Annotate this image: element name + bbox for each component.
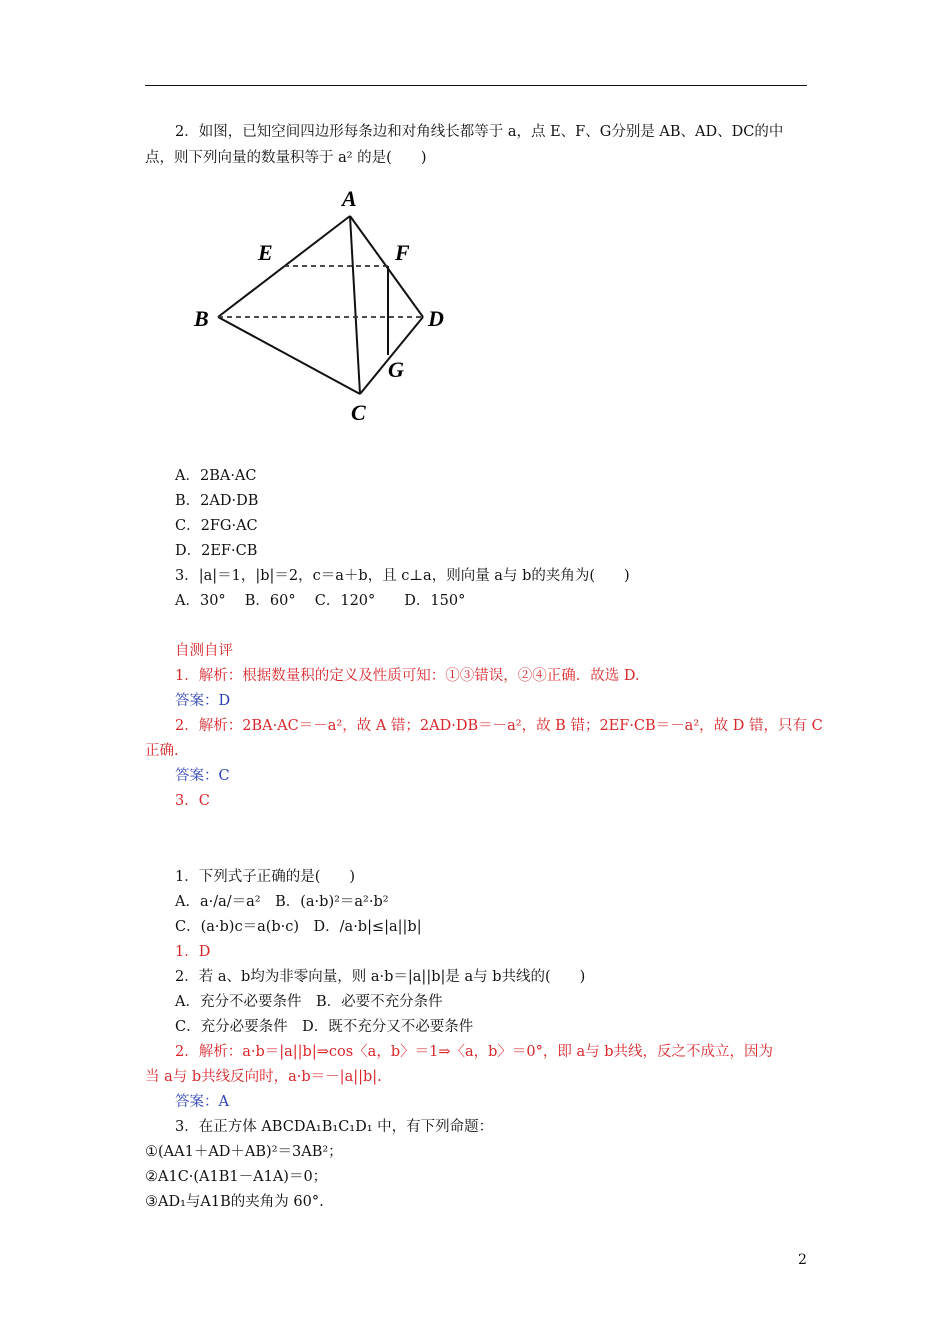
practice-q3-item-1: ①(AA1＋AD＋AB)²＝3AB²； xyxy=(145,1144,343,1160)
self-test-answer-2-line1: 2．解析：2BA·AC＝－a²，故 A 错；2AD·DB＝－a²，故 B 错；2EF·CB＝－a²，故 D 错，只有 C xyxy=(175,718,823,734)
header-rule xyxy=(145,85,807,86)
practice-q1-options-ab: A．a·/a/＝a² B．(a·b)²＝a²·b² xyxy=(175,894,389,910)
practice-q2-solution-line2: 当 a与 b共线反向时，a·b＝－|a||b|. xyxy=(145,1069,382,1085)
practice-q2-options-ab: A．充分不必要条件 B．必要不充分条件 xyxy=(175,994,443,1010)
practice-q2-answer: 答案：A xyxy=(175,1094,229,1110)
label-F: F xyxy=(395,240,410,265)
q2-option-b: B．2AD·DB xyxy=(175,493,259,509)
label-G: G xyxy=(388,357,404,382)
practice-q3-item-3: ③AD₁与A1B的夹角为 60°. xyxy=(145,1194,324,1210)
q2-stem-line1: 2．如图，已知空间四边形每条边和对角线长都等于 a，点 E、F、G分别是 AB、AD、DC的中 xyxy=(175,124,784,140)
practice-q2-options-cd: C．充分必要条件 D．既不充分又不必要条件 xyxy=(175,1019,474,1035)
q2-stem-line2: 点，则下列向量的数量积等于 a² 的是( ) xyxy=(145,150,427,166)
label-E: E xyxy=(258,240,273,265)
label-A: A xyxy=(342,186,357,211)
tetrahedron-figure xyxy=(188,182,453,427)
label-B: B xyxy=(194,306,209,331)
self-test-key-2: 答案：C xyxy=(175,768,230,784)
page-number: 2 xyxy=(798,1252,807,1268)
self-test-answer-3: 3．C xyxy=(175,793,210,809)
label-D: D xyxy=(428,306,444,331)
q2-option-d: D．2EF·CB xyxy=(175,543,258,559)
practice-q3-item-2: ②A1C·(A1B1－A1A)＝0； xyxy=(145,1169,328,1185)
q3-stem: 3．|a|＝1，|b|＝2，c＝a＋b，且 c⊥a，则向量 a与 b的夹角为( ) xyxy=(175,568,630,584)
practice-q1-options-cd: C．(a·b)c＝a(b·c) D．/a·b|≤|a||b| xyxy=(175,919,422,935)
q2-option-a: A．2BA·AC xyxy=(175,468,257,484)
self-test-answer-1: 1．解析：根据数量积的定义及性质可知：①③错误，②④正确．故选 D. xyxy=(175,668,640,684)
q2-option-c: C．2FG·AC xyxy=(175,518,258,534)
practice-q2: 2．若 a、b均为非零向量，则 a·b＝|a||b|是 a与 b共线的( ) xyxy=(175,969,586,985)
practice-q2-solution-line1: 2．解析：a·b＝|a||b|⇒cos〈a，b〉＝1⇒〈a，b〉＝0°，即 a与 b共线，反之不成立，因为 xyxy=(175,1044,774,1060)
practice-q1: 1．下列式子正确的是( ) xyxy=(175,869,356,885)
self-test-key-1: 答案：D xyxy=(175,693,231,709)
label-C: C xyxy=(351,400,366,425)
practice-q1-answer: 1．D xyxy=(175,944,211,960)
practice-q3: 3．在正方体 ABCDA₁B₁C₁D₁ 中，有下列命题： xyxy=(175,1119,494,1135)
self-test-heading: 自测自评 xyxy=(175,643,233,659)
q3-options: A．30° B．60° C．120° D．150° xyxy=(175,593,466,609)
self-test-answer-2-line2: 正确. xyxy=(145,743,179,759)
